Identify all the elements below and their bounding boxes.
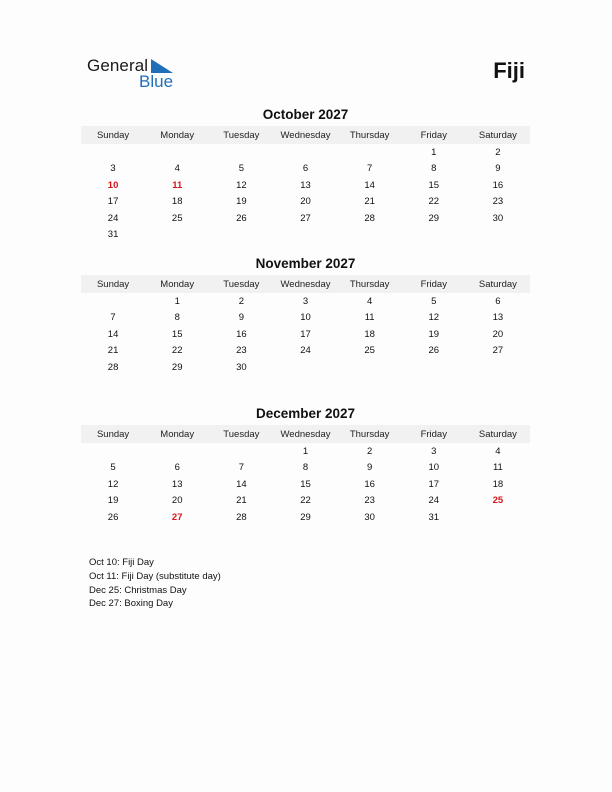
day-cell: 30 [236,361,247,373]
day-cell: 13 [171,478,183,490]
day-cell: 16 [236,328,247,340]
day-cell: 28 [236,511,247,523]
day-cell: 22 [300,495,311,507]
day-cell: 9 [238,312,244,324]
day-cell: 16 [492,179,504,191]
holiday-item: Oct 10: Fiji Day [89,557,154,568]
week-row [81,293,530,310]
day-cell: 13 [300,179,311,191]
day-cell: 26 [428,345,440,357]
day-cell: 18 [492,478,504,490]
week-row [81,343,530,360]
day-cell: 12 [236,179,247,191]
day-cell: 4 [366,295,373,307]
day-cell: 21 [236,495,247,507]
logo-triangle-icon [151,59,173,73]
day-cell: 7 [238,462,244,474]
week-row [81,227,530,244]
week-row [81,210,530,227]
day-cell: 19 [236,196,247,208]
weekday-label: Wednesday [280,278,331,290]
day-cell: 18 [364,328,375,340]
weekday-label: Saturday [478,428,517,440]
day-cell: 20 [492,328,504,340]
day-cell: 2 [238,295,244,307]
week-row [81,460,530,477]
day-cell: 11 [172,179,183,191]
holiday-item: Dec 27: Boxing Day [89,598,173,610]
holiday-list [89,556,221,611]
week-row [81,359,530,376]
day-cell: 5 [431,295,437,307]
holiday-item: Oct 11: Fiji Day (substitute day) [89,570,221,582]
day-cell: 6 [174,462,180,474]
weekday-header [81,275,530,293]
country-title: Fiji [493,58,525,83]
month-october [81,106,530,243]
day-cell: 3 [302,295,309,307]
week-row [81,194,530,211]
weekday-label: Thursday [349,129,390,141]
week-row [81,161,530,178]
weekday-label: Wednesday [280,428,331,440]
weekday-label: Monday [160,428,195,440]
week-row [81,310,530,327]
day-cell: 25 [171,212,183,224]
week-row [81,177,530,194]
day-cell: 6 [302,163,309,175]
day-cell: 12 [107,478,119,490]
weekday-label: Tuesday [223,129,260,141]
day-cell: 11 [492,462,503,474]
weekday-label: Friday [420,129,447,141]
day-cell: 27 [492,345,504,357]
day-cell: 4 [495,445,501,457]
day-cell: 21 [107,345,119,357]
month-december [81,405,530,526]
month-november [81,255,530,376]
holiday-item: Dec 25: Christmas Day [89,584,187,596]
day-cell: 14 [364,179,375,191]
weekday-label: Friday [420,278,447,290]
day-cell: 6 [495,295,501,307]
day-cell: 10 [428,462,440,474]
weekday-label: Sunday [96,428,130,440]
day-cell: 4 [174,163,180,175]
day-cell: 16 [364,478,375,490]
day-cell: 20 [171,495,183,507]
day-cell: 14 [236,478,247,490]
day-cell: 7 [366,163,373,175]
weekday-label: Friday [420,428,447,440]
day-cell: 17 [428,478,440,490]
day-cell: 11 [364,312,375,324]
day-cell: 3 [110,163,116,175]
day-cell: 5 [110,462,116,474]
day-cell: 23 [236,345,247,357]
month-title: December 2027 [255,406,356,421]
day-cell: 22 [171,345,183,357]
week-row [81,144,530,161]
day-cell: 15 [428,179,440,191]
day-cell: 1 [302,445,309,457]
day-cell: 15 [300,478,311,490]
day-cell: 3 [431,445,437,457]
day-cell: 24 [107,212,119,224]
week-row [81,443,530,460]
day-cell: 29 [300,511,311,523]
day-cell: 20 [300,196,311,208]
day-cell: 7 [110,312,116,324]
day-cell: 10 [107,179,119,191]
day-cell: 8 [174,312,180,324]
day-cell: 21 [364,196,375,208]
logo-general-text: General [87,56,149,75]
week-row [81,509,530,526]
weekday-label: Sunday [96,129,130,141]
day-cell: 26 [236,212,247,224]
day-cell: 1 [174,295,180,307]
day-cell: 28 [364,212,375,224]
day-cell: 31 [428,511,440,523]
day-cell: 8 [431,163,437,175]
month-title: October 2027 [262,107,349,122]
day-cell: 29 [428,212,440,224]
day-cell: 27 [300,212,311,224]
day-cell: 14 [107,328,119,340]
weekday-label: Tuesday [223,278,260,290]
day-cell: 25 [364,345,375,357]
day-cell: 8 [302,462,309,474]
weekday-label: Saturday [478,278,517,290]
day-cell: 17 [300,328,311,340]
week-row [81,476,530,493]
weekday-label: Wednesday [280,129,331,141]
logo-blue-text: Blue [139,72,174,91]
day-cell: 5 [238,163,244,175]
generalblue-logo [87,56,187,92]
day-cell: 12 [428,312,440,324]
week-row [81,493,530,510]
day-cell: 1 [431,146,437,158]
weekday-label: Thursday [349,278,390,290]
weekday-header [81,126,530,144]
weekday-label: Monday [160,278,195,290]
weekday-header [81,425,530,443]
day-cell: 10 [300,312,311,324]
day-cell: 24 [300,345,311,357]
day-cell: 26 [107,511,119,523]
day-cell: 30 [492,212,504,224]
day-cell: 15 [171,328,183,340]
weekday-label: Sunday [96,278,130,290]
day-cell: 2 [366,445,373,457]
day-cell: 2 [495,146,501,158]
day-cell: 19 [107,495,119,507]
day-cell: 30 [364,511,375,523]
day-cell: 25 [492,495,504,507]
day-cell: 9 [366,462,373,474]
month-title: November 2027 [255,256,356,271]
weekday-label: Thursday [349,428,390,440]
day-cell: 13 [492,312,504,324]
day-cell: 19 [428,328,440,340]
day-cell: 31 [107,229,119,241]
week-row [81,326,530,343]
day-cell: 23 [492,196,504,208]
day-cell: 23 [364,495,375,507]
day-cell: 27 [171,511,183,523]
day-cell: 17 [107,196,119,208]
day-cell: 22 [428,196,440,208]
day-cell: 9 [495,163,501,175]
weekday-label: Tuesday [223,428,260,440]
day-cell: 28 [107,361,119,373]
day-cell: 29 [171,361,183,373]
day-cell: 18 [171,196,183,208]
weekday-label: Monday [160,129,195,141]
weekday-label: Saturday [478,129,517,141]
day-cell: 24 [428,495,440,507]
